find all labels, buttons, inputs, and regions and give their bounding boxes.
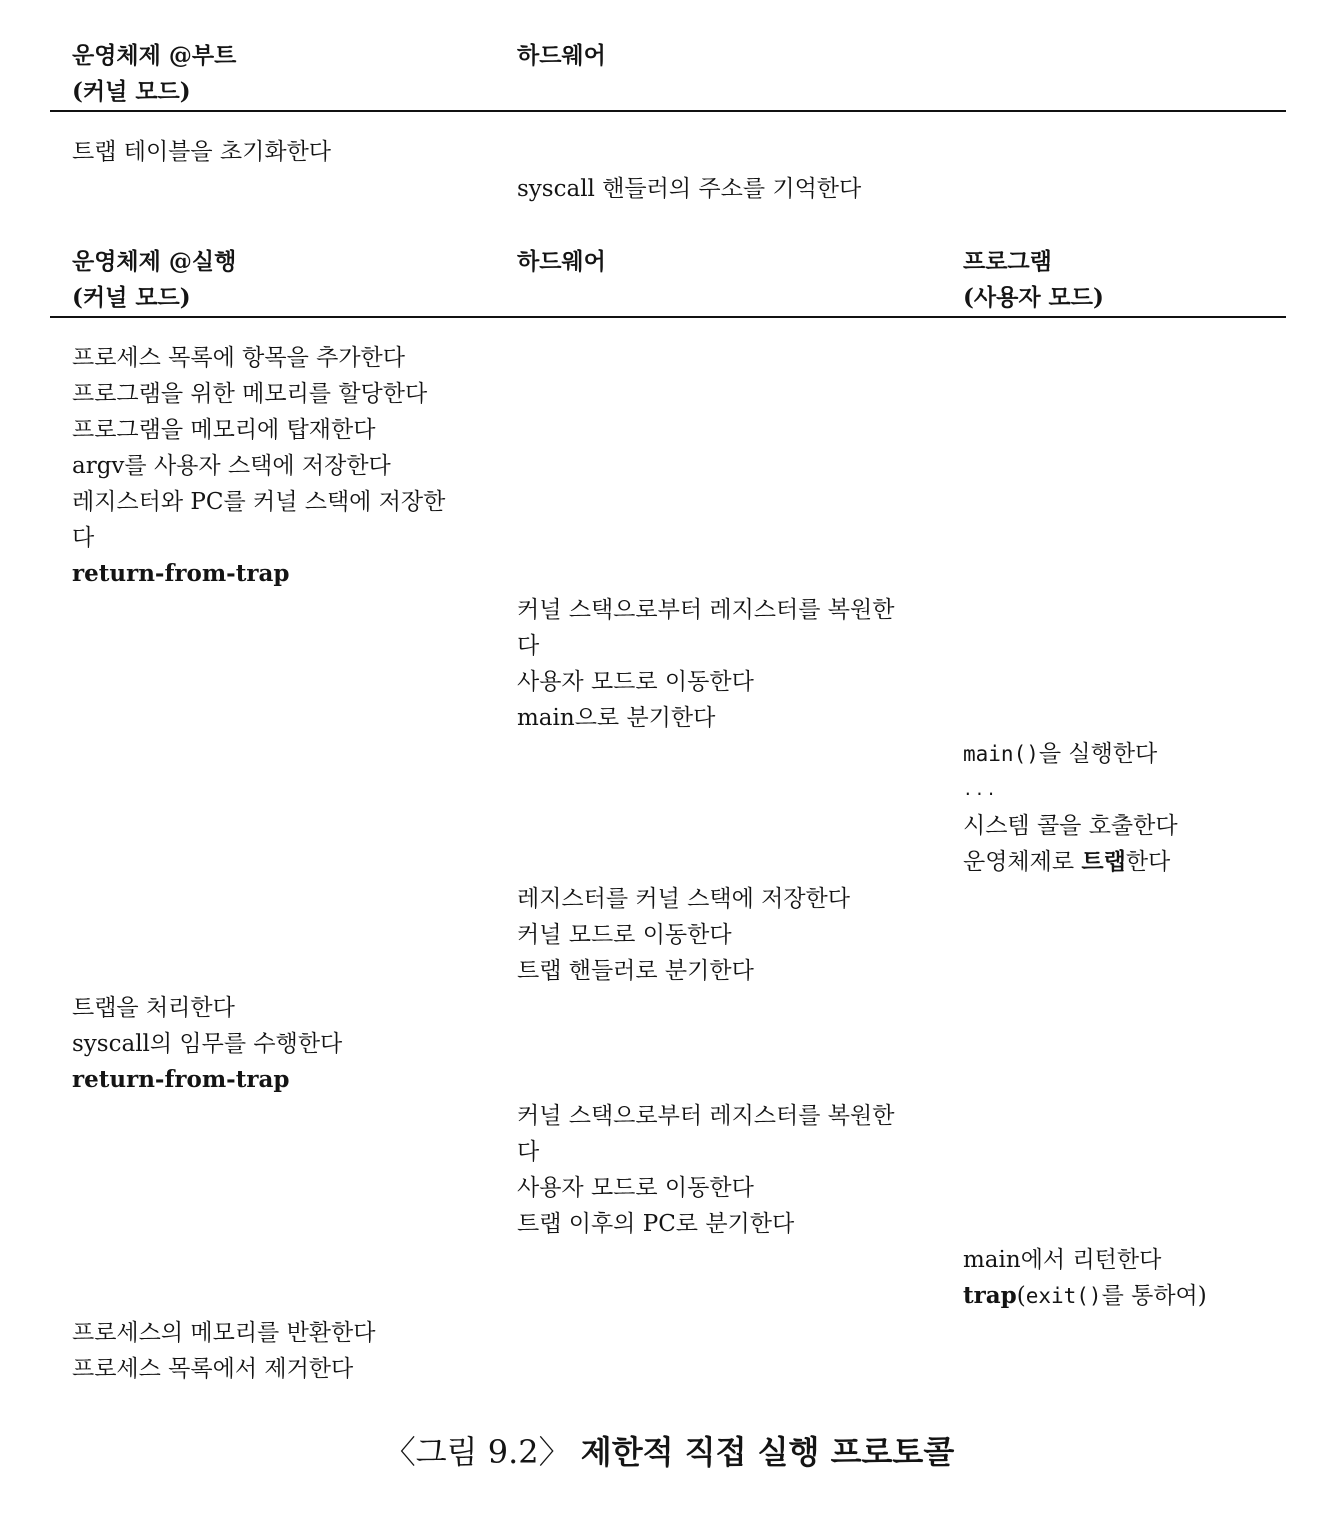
boot-header-os-title: 운영체제 @부트 [72, 42, 237, 69]
boot-hw-step: syscall 핸들러의 주소를 기억한다 [517, 176, 862, 202]
trap-bold: trap [963, 1282, 1017, 1309]
hw-block-trap [517, 881, 850, 989]
prog-step-ellipsis: ... [963, 780, 998, 799]
boot-header-hw: 하드웨어 [517, 42, 606, 69]
prog-block-run [963, 736, 1178, 880]
os-block-handle-trap [72, 990, 342, 1098]
prog-step-text: 운영체제로 [963, 849, 1082, 875]
hw-step: 커널 스택으로부터 레지스터를 복원한 [517, 1103, 895, 1129]
exit-code: exit() [1025, 1284, 1102, 1308]
figure-title: 제한적 직접 실행 프로토콜 [580, 1433, 955, 1471]
prog-step-return-main: main에서 리턴한다 [963, 1247, 1162, 1273]
prog-step-text: 를 통하여) [1101, 1283, 1207, 1309]
os-step: 프로세스 목록에서 제거한다 [72, 1356, 354, 1382]
hw-step: 커널 모드로 이동한다 [517, 922, 732, 948]
os-step: 다 [72, 525, 95, 551]
hw-step: 다 [517, 633, 540, 659]
os-step: syscall의 임무를 수행한다 [72, 1031, 343, 1057]
run-header-hw: 하드웨어 [517, 248, 606, 275]
prog-step-run-main [963, 736, 1178, 772]
hw-step: 사용자 모드로 이동한다 [517, 669, 754, 695]
prog-step-text: 한다 [1125, 849, 1171, 875]
trap-bold: 트랩 [1081, 848, 1126, 875]
os-step: argv를 사용자 스택에 저장한다 [72, 453, 391, 479]
hw-step: 트랩 핸들러로 분기한다 [517, 958, 754, 984]
boot-os-step: 트랩 테이블을 초기화한다 [72, 139, 332, 165]
prog-step-syscall: 시스템 콜을 호출한다 [963, 813, 1178, 839]
os-block-setup [72, 340, 445, 592]
os-block-cleanup [72, 1315, 375, 1387]
prog-step-text: 을 실행한다 [1038, 741, 1158, 767]
hw-block-restore [517, 592, 894, 736]
figure-number: 〈그림 9.2〉 [383, 1433, 571, 1471]
prog-step-text: ( [1016, 1283, 1026, 1309]
main-code: main() [963, 742, 1039, 766]
prog-step-exit-trap [963, 1278, 1207, 1314]
os-step: 레지스터와 PC를 커널 스택에 저장한 [72, 489, 446, 515]
os-step: 프로그램을 메모리에 탑재한다 [72, 417, 376, 443]
os-step: 프로그램을 위한 메모리를 할당한다 [72, 381, 428, 407]
os-step-return-from-trap: return-from-trap [72, 1066, 290, 1093]
hw-block-restore-2 [517, 1098, 894, 1242]
run-header-os-mode: (커널 모드) [72, 284, 191, 311]
hw-step: 레지스터를 커널 스택에 저장한다 [517, 886, 850, 912]
prog-block-exit [963, 1242, 1207, 1314]
boot-header-os-mode: (커널 모드) [72, 78, 191, 105]
os-step: 프로세스 목록에 항목을 추가한다 [72, 345, 405, 371]
run-header-rule [50, 316, 1286, 318]
run-header-os [72, 244, 236, 316]
run-header-prog-mode: (사용자 모드) [963, 284, 1104, 311]
os-step: 프로세스의 메모리를 반환한다 [72, 1320, 376, 1346]
run-header-os-title: 운영체제 @실행 [72, 248, 237, 275]
hw-step: 커널 스택으로부터 레지스터를 복원한 [517, 597, 895, 623]
boot-header-os [72, 38, 236, 110]
hw-step: main으로 분기한다 [517, 705, 716, 731]
prog-step-trap [963, 844, 1178, 880]
os-step-return-from-trap: return-from-trap [72, 560, 290, 587]
hw-step: 사용자 모드로 이동한다 [517, 1175, 754, 1201]
hw-step: 트랩 이후의 PC로 분기한다 [517, 1211, 795, 1237]
hw-step: 다 [517, 1139, 540, 1165]
figure-caption [0, 1430, 1338, 1474]
os-step: 트랩을 처리한다 [72, 995, 235, 1021]
run-header-prog-title: 프로그램 [963, 248, 1052, 275]
boot-header-rule [50, 110, 1286, 112]
run-header-prog [963, 244, 1104, 316]
